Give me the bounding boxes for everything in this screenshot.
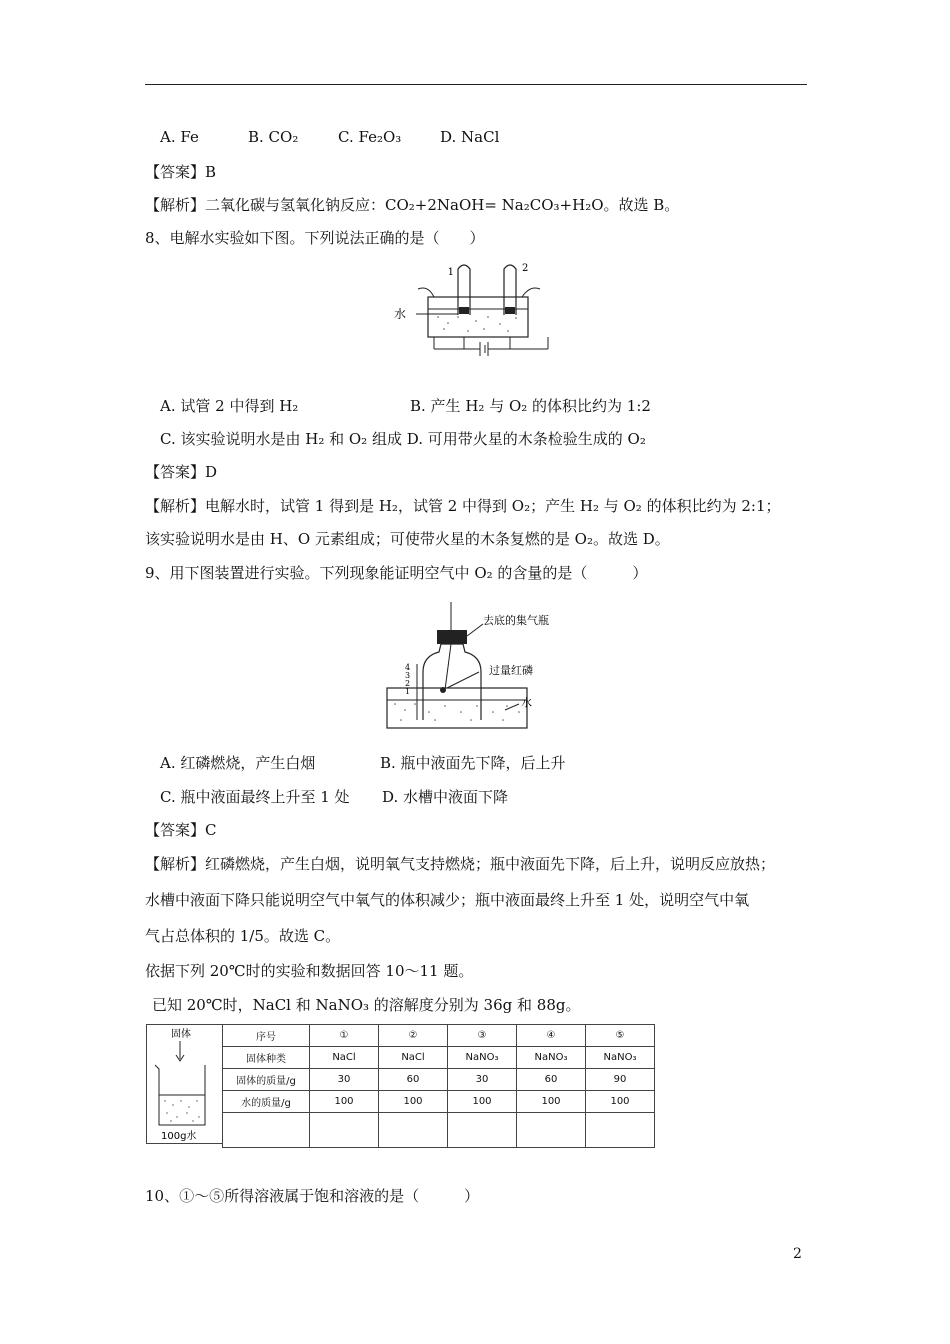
table-cell: 90 [586,1069,655,1091]
solubility-table [222,1024,655,1148]
table-cell: ① [310,1025,379,1047]
scale-1: 1 [405,687,411,696]
table-cell: NaCl [379,1047,448,1069]
intro-line-2: 已知 20℃时，NaCl 和 NaNO₃ 的溶解度分别为 36g 和 88g。 [152,996,581,1014]
q7-option-b: B. CO₂ [248,128,299,146]
scale-3: 3 [405,671,411,680]
header-rule [145,84,807,85]
table-cell: 60 [379,1069,448,1091]
table-row [223,1047,655,1069]
table-cell: NaCl [310,1047,379,1069]
row-header: 序号 [223,1025,310,1047]
table-cell: 100 [586,1091,655,1113]
table-cell: 60 [517,1069,586,1091]
table-cell [223,1113,310,1148]
q8-option-a: A. 试管 2 中得到 H₂ [160,397,299,415]
table-cell: NaNO₃ [517,1047,586,1069]
beaker-figure [147,1025,223,1145]
solid-label: 固体 [171,1029,191,1040]
q9-analysis-1: 【解析】红磷燃烧，产生白烟，说明氧气支持燃烧；瓶中液面先下降，后上升，说明反应放热； [145,855,776,873]
q7-option-a: A. Fe [160,128,199,146]
table-cell [517,1113,586,1148]
table-cell: NaNO₃ [586,1047,655,1069]
row-header: 固体的质量/g [223,1069,310,1091]
table-row [223,1113,655,1148]
tube-1-label: 1 [447,267,454,278]
table-cell: ③ [448,1025,517,1047]
q8-option-b: B. 产生 H₂ 与 O₂ 的体积比约为 1:2 [410,397,651,415]
q9-analysis-3: 气占总体积的 1/5。故选 C。 [145,927,341,945]
q9-answer: 【答案】C [145,821,217,839]
table-cell: 100 [448,1091,517,1113]
table-cell: ⑤ [586,1025,655,1047]
electrolysis-figure [388,257,558,367]
beaker-figure-box [146,1024,222,1144]
q8-option-c: C. 该实验说明水是由 H₂ 和 O₂ 组成 [160,430,402,448]
table-cell: NaNO₃ [448,1047,517,1069]
q10-stem: 10、①～⑤所得溶液属于饱和溶液的是（ ） [145,1187,480,1205]
q9-option-a: A. 红磷燃烧，产生白烟 [160,754,316,772]
table-cell [310,1113,379,1148]
q9-option-d: D. 水槽中液面下降 [382,788,509,806]
q8-options-row1 [160,395,651,416]
tank-water-label: 水 [521,696,532,709]
q8-options-row2 [160,428,646,449]
table-row [223,1091,655,1113]
table-cell: 100 [517,1091,586,1113]
table-cell: 100 [310,1091,379,1113]
table-row [223,1069,655,1091]
intro-line-1: 依据下列 20℃时的实验和数据回答 10～11 题。 [145,962,474,980]
row-header: 固体种类 [223,1047,310,1069]
oxygen-content-figure [385,600,585,730]
water-100g-label: 100g水 [161,1131,197,1142]
table-cell: ② [379,1025,448,1047]
scale-4: 4 [405,663,411,672]
table-cell: 30 [310,1069,379,1091]
q7-option-c: C. Fe₂O₃ [338,128,402,146]
q8-analysis-2: 该实验说明水是由 H、O 元素组成；可使带火星的木条复燃的是 O₂。故选 D。 [145,530,670,548]
scale-2: 2 [405,679,411,688]
q9-option-c: C. 瓶中液面最终上升至 1 处 [160,788,350,806]
q8-option-d: D. 可用带火星的木条检验生成的 O₂ [406,430,646,448]
q7-option-d: D. NaCl [440,128,500,146]
table-cell: 30 [448,1069,517,1091]
water-label: 水 [394,307,407,321]
q9-stem: 9、用下图装置进行实验。下列现象能证明空气中 O₂ 的含量的是（ ） [145,564,648,582]
q7-analysis: 【解析】二氧化碳与氢氧化钠反应：CO₂+2NaOH= Na₂CO₃+H₂O。故选 B。 [145,196,680,214]
table-cell: 100 [379,1091,448,1113]
table-cell [448,1113,517,1148]
table-cell [379,1113,448,1148]
q8-analysis-1: 【解析】电解水时，试管 1 得到是 H₂，试管 2 中得到 O₂；产生 H₂ 与 O₂ 的体积比约为 2:1； [145,497,781,515]
tube-2-label: 2 [522,263,529,274]
row-header: 水的质量/g [223,1091,310,1113]
q7-answer: 【答案】B [145,163,217,181]
q9-analysis-2: 水槽中液面下降只能说明空气中氧气的体积减少；瓶中液面最终上升至 1 处，说明空气中氧 [145,891,750,909]
page-number: 2 [793,1246,802,1262]
table-row [223,1025,655,1047]
q9-option-b: B. 瓶中液面先下降，后上升 [380,754,566,772]
bottle-label: 去底的集气瓶 [483,614,549,627]
q7-options [160,128,499,146]
q8-answer: 【答案】D [145,463,218,481]
table-cell [586,1113,655,1148]
q8-stem: 8、电解水实验如下图。下列说法正确的是（ ） [145,229,485,247]
phosphorus-label: 过量红磷 [489,664,533,677]
table-cell: ④ [517,1025,586,1047]
q9-options-row2 [160,786,508,807]
q9-options-row1 [160,752,566,773]
